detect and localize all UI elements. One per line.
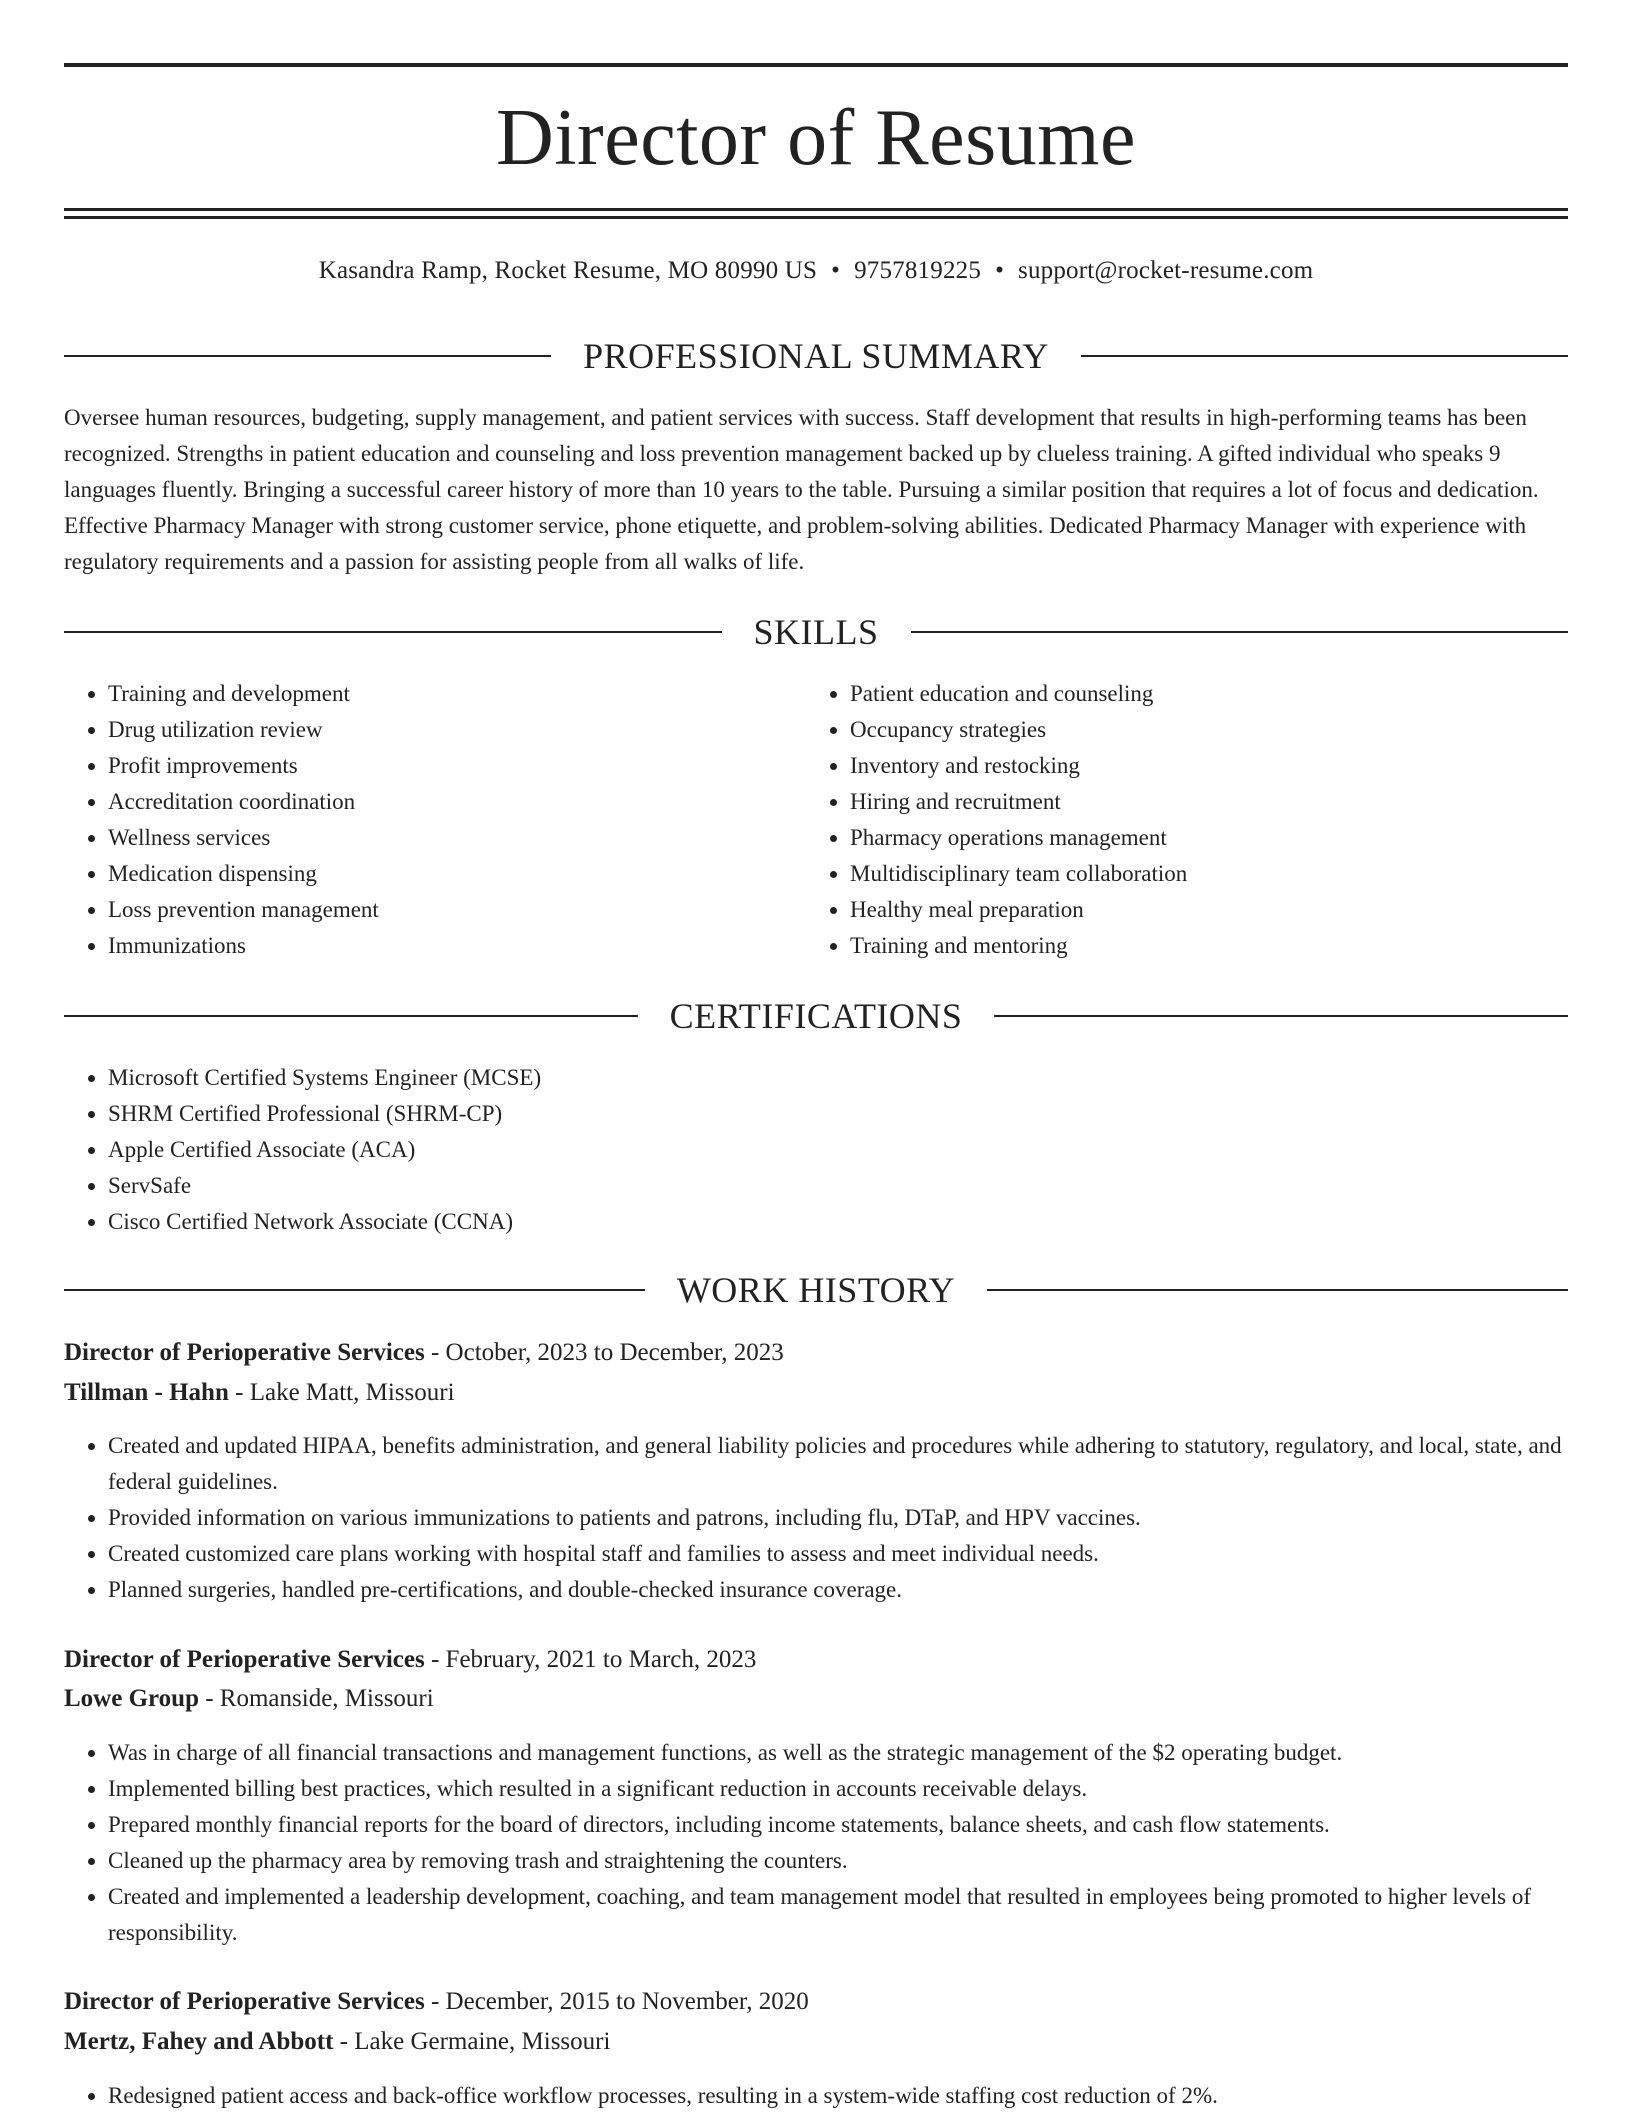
job-company: Tillman - Hahn <box>64 1379 229 1406</box>
heading-rule <box>911 631 1569 633</box>
contact-separator: • <box>831 257 841 284</box>
certification-item: • Cisco Certified Network Associate (CCNA) <box>108 1204 1568 1240</box>
skill-item: • Healthy meal preparation <box>850 892 1550 928</box>
job-role: Director of Perioperative Services <box>64 1646 425 1673</box>
job-location: - Lake Matt, Missouri <box>228 1379 455 1406</box>
skills-list-right <box>806 676 1550 964</box>
job-role: Director of Perioperative Services <box>64 1988 425 2015</box>
skill-item: • Multidisciplinary team collaboration <box>850 856 1550 892</box>
skill-item: • Accreditation coordination <box>108 784 788 820</box>
contact-separator: • <box>995 257 1005 284</box>
job-company: Lowe Group <box>64 1685 199 1712</box>
skill-item: • Occupancy strategies <box>850 712 1550 748</box>
section-heading-summary <box>64 332 1568 380</box>
heading-rule <box>64 631 722 633</box>
skill-item: • Immunizations <box>108 928 788 964</box>
job-bullets <box>64 1428 1568 1608</box>
job-company-line <box>64 1375 1568 1411</box>
job-bullet-item: • Created and updated HIPAA, benefits administration, and general liability policies and procedures while adhering to statutory, regulatory, and local, state, and federal guidelines. <box>108 1428 1568 1500</box>
job-dates: - February, 2021 to March, 2023 <box>424 1646 757 1673</box>
job-bullet-item: • Redesigned patient access and back-office workflow processes, resulting in a system-wide staffing cost reduction of 2%. <box>108 2078 1568 2114</box>
summary-paragraph: Oversee human resources, budgeting, supply management, and patient services with success. Staff development that results in high-performing teams has been recognized. Strengths in patient education and counseling and loss prevention management backed up by clueless training. A gifted individual who speaks 9 languages fluently. Bringing a successful career history of more than 10 years to the table. Pursuing a similar position that requires a lot of focus and dedication. Effective Pharmacy Manager with strong customer service, phone etiquette, and problem-solving abilities. Dedicated Pharmacy Manager with experience with regulatory requirements and a passion for assisting people from all walks of life. <box>64 405 1539 574</box>
section-heading-work-history <box>64 1266 1568 1314</box>
section-title: CERTIFICATIONS <box>669 996 963 1036</box>
title-rule-upper <box>64 208 1568 211</box>
heading-rule <box>994 1015 1568 1017</box>
section-title: WORK HISTORY <box>676 1270 956 1310</box>
job-location: - Romanside, Missouri <box>198 1685 434 1712</box>
job-bullet-item: • Prepared monthly financial reports for the board of directors, including income statements, balance sheets, and cash flow statements. <box>108 1807 1568 1843</box>
section-heading-certifications <box>64 992 1568 1040</box>
heading-rule <box>64 355 551 357</box>
job-location: - Lake Germaine, Missouri <box>333 2028 611 2055</box>
job-title-line <box>64 1335 1568 1371</box>
skill-item: • Loss prevention management <box>108 892 788 928</box>
job-company-line <box>64 2024 1568 2060</box>
contact-phone: 9757819225 <box>854 257 982 284</box>
skill-item: • Inventory and restocking <box>850 748 1550 784</box>
job-bullets <box>64 1735 1568 1951</box>
skill-item: • Training and development <box>108 676 788 712</box>
title-rule-lower <box>64 216 1568 219</box>
job-dates: - October, 2023 to December, 2023 <box>424 1339 784 1366</box>
job-role: Director of Perioperative Services <box>64 1339 425 1366</box>
contact-email: support@rocket-resume.com <box>1018 257 1314 284</box>
skill-item: • Training and mentoring <box>850 928 1550 964</box>
job-bullet-item: • Created and implemented a leadership development, coaching, and team management model that resulted in employees being promoted to higher levels of responsibility. <box>108 1879 1568 1951</box>
certification-item: • ServSafe <box>108 1168 1568 1204</box>
certification-item: • Microsoft Certified Systems Engineer (MCSE) <box>108 1060 1568 1096</box>
skill-item: • Medication dispensing <box>108 856 788 892</box>
skills-list-left <box>64 676 788 964</box>
resume-title: Director of Resume <box>496 94 1136 182</box>
section-title: PROFESSIONAL SUMMARY <box>583 336 1049 376</box>
job-bullet-item: • Implemented billing best practices, which resulted in a significant reduction in accounts receivable delays. <box>108 1771 1568 1807</box>
job-bullets <box>64 2078 1568 2114</box>
top-rule <box>64 63 1568 67</box>
heading-rule <box>1081 355 1568 357</box>
heading-rule <box>64 1015 638 1017</box>
job-company: Mertz, Fahey and Abbott <box>64 2028 334 2055</box>
skill-item: • Drug utilization review <box>108 712 788 748</box>
skill-item: • Profit improvements <box>108 748 788 784</box>
heading-rule <box>987 1289 1568 1291</box>
certifications-list <box>64 1060 1568 1240</box>
contact-address: Kasandra Ramp, Rocket Resume, MO 80990 US <box>318 257 818 284</box>
skill-item: • Wellness services <box>108 820 788 856</box>
job-title-line <box>64 1984 1568 2020</box>
certification-item: • Apple Certified Associate (ACA) <box>108 1132 1568 1168</box>
heading-rule <box>64 1289 645 1291</box>
job-title-line <box>64 1642 1568 1678</box>
section-heading-skills <box>64 608 1568 656</box>
job-bullet-item: • Was in charge of all financial transactions and management functions, as well as the strategic management of the $2 operating budget. <box>108 1735 1568 1771</box>
contact-line <box>64 254 1568 288</box>
skill-item: • Patient education and counseling <box>850 676 1550 712</box>
job-bullet-item: • Planned surgeries, handled pre-certifications, and double-checked insurance coverage. <box>108 1572 1568 1608</box>
job-dates: - December, 2015 to November, 2020 <box>424 1988 809 2015</box>
job-bullet-item: • Cleaned up the pharmacy area by removing trash and straightening the counters. <box>108 1843 1568 1879</box>
section-title: SKILLS <box>753 612 879 652</box>
job-bullet-item: • Provided information on various immunizations to patients and patrons, including flu, DTaP, and HPV vaccines. <box>108 1500 1568 1536</box>
certification-item: • SHRM Certified Professional (SHRM-CP) <box>108 1096 1568 1132</box>
skill-item: • Pharmacy operations management <box>850 820 1550 856</box>
job-bullet-item: • Created customized care plans working with hospital staff and families to assess and meet individual needs. <box>108 1536 1568 1572</box>
skill-item: • Hiring and recruitment <box>850 784 1550 820</box>
job-company-line <box>64 1681 1568 1717</box>
